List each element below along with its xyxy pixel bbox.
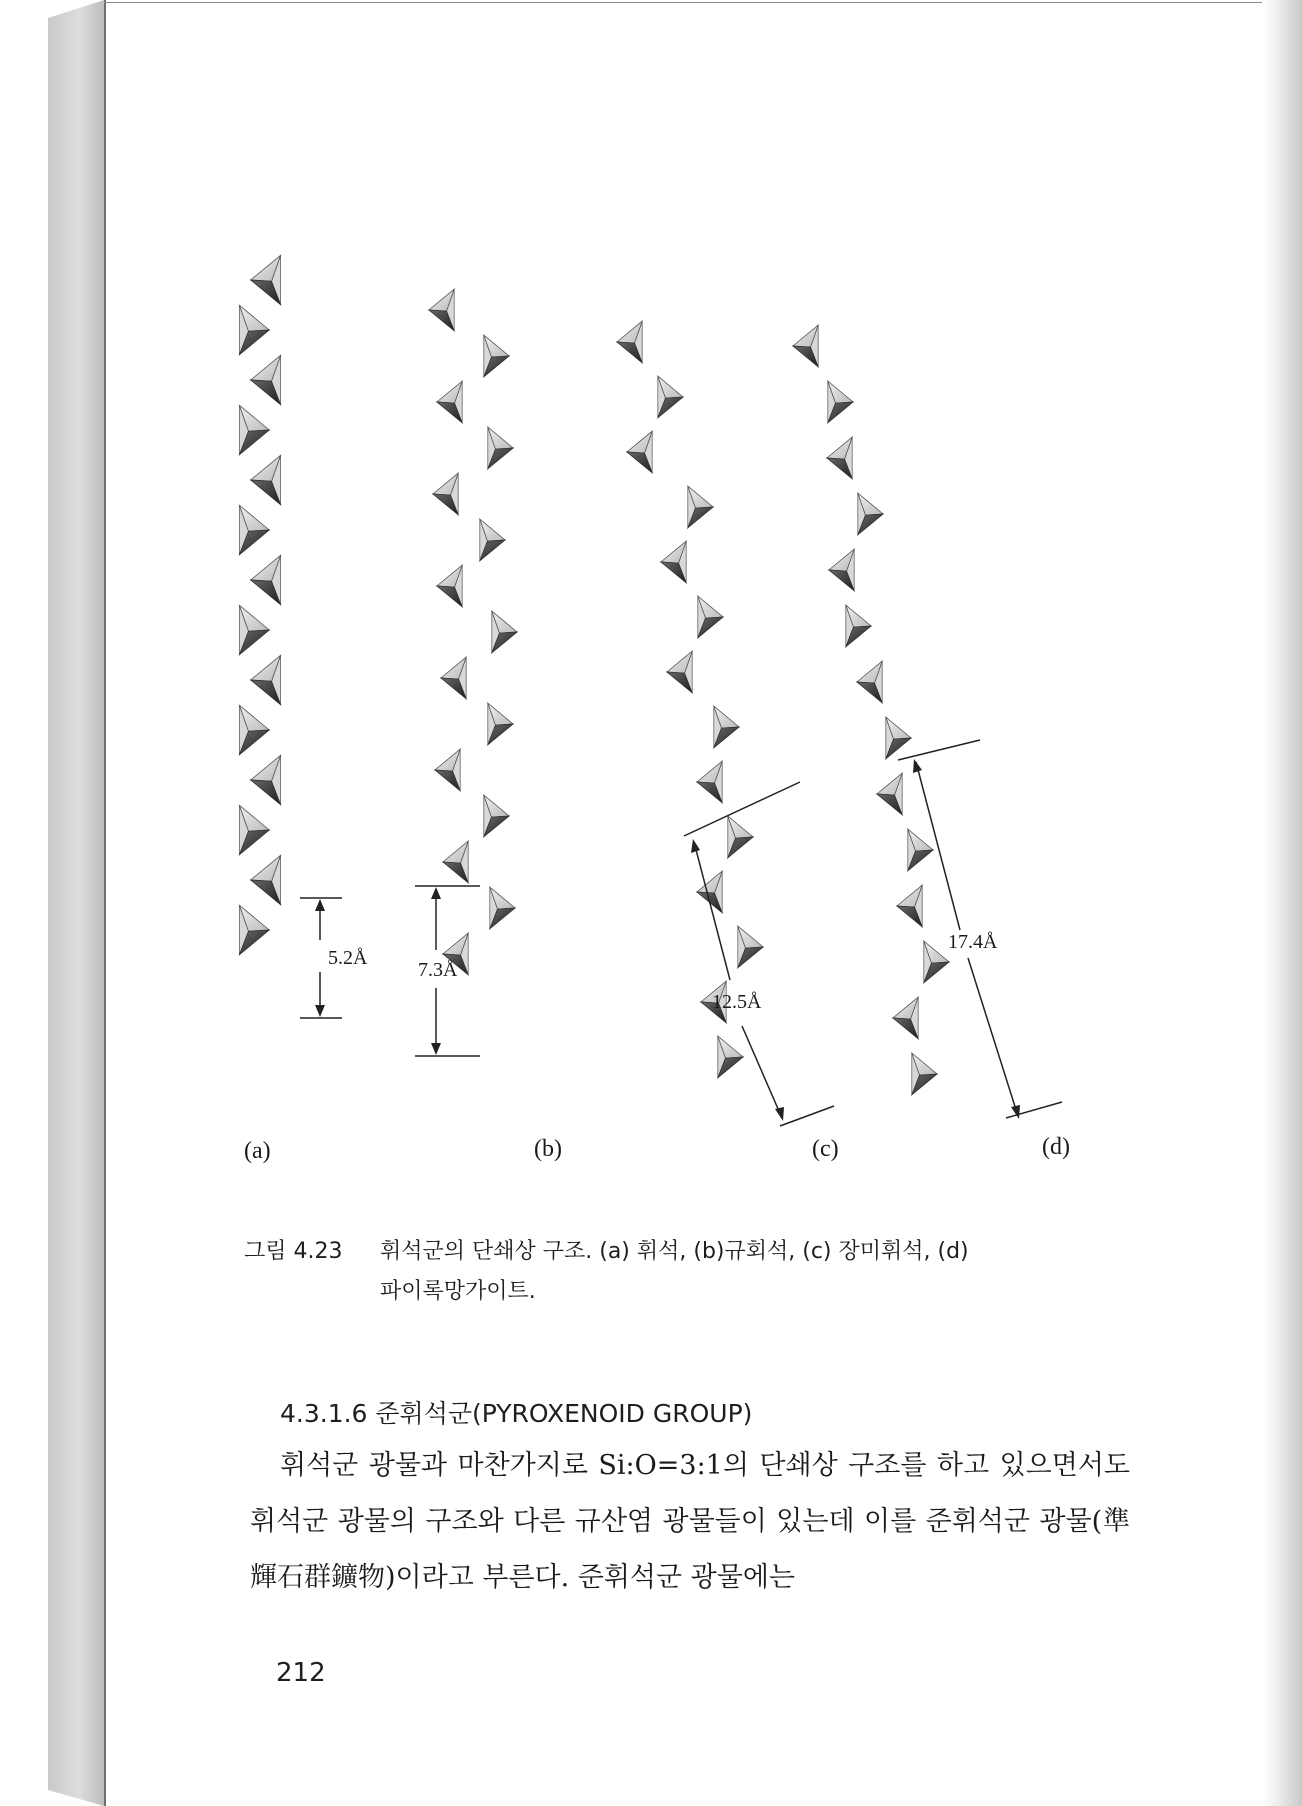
measure-b-label: 7.3Å	[418, 959, 458, 981]
figure-number: 그림 4.23	[244, 1239, 343, 1264]
caption-text-line2: 파이록망가이트.	[380, 1279, 536, 1304]
measure-c	[684, 782, 834, 1126]
page-right-shadow	[1262, 0, 1302, 1806]
chain-a-wollastonite-like	[239, 255, 280, 954]
caption-text-line1: 휘석군의 단쇄상 구조. (a) 휘석, (b)규회석, (c) 장미휘석, (d)	[380, 1239, 969, 1264]
section-heading: 4.3.1.6 준휘석군(PYROXENOID GROUP)	[280, 1399, 753, 1428]
panel-label-a: (a)	[244, 1138, 271, 1164]
chain-c	[617, 321, 763, 1078]
measure-b	[415, 886, 480, 1056]
figure-caption	[244, 1232, 1134, 1312]
book-spine-edge	[48, 0, 104, 1806]
page-number: 212	[276, 1658, 326, 1688]
panel-label-d: (d)	[1042, 1134, 1070, 1160]
chain-structure-diagram	[220, 250, 1140, 1180]
chain-d	[793, 325, 949, 1095]
measure-a	[300, 898, 368, 1018]
measure-c-label: 12.5Å	[712, 991, 762, 1013]
silicate-chain-figure	[220, 250, 1140, 1180]
chain-b	[429, 289, 517, 975]
body-paragraph	[250, 1438, 1130, 1606]
panel-label-c: (c)	[812, 1136, 839, 1162]
measure-a-label: 5.2Å	[328, 947, 368, 969]
page-top-border	[104, 2, 1274, 3]
paragraph-text: 휘석군 광물과 마찬가지로 Si:O=3:1의 단쇄상 구조를 하고 있으면서도 휘석군 광물의 구조와 다른 규산염 광물들이 있는데 이를 준휘석군 광물(準輝石群鑛物)이라고 부른다. 준휘석군 광물에는	[250, 1450, 1130, 1593]
measure-d-label: 17.4Å	[948, 931, 998, 953]
panel-label-b: (b)	[534, 1136, 562, 1162]
